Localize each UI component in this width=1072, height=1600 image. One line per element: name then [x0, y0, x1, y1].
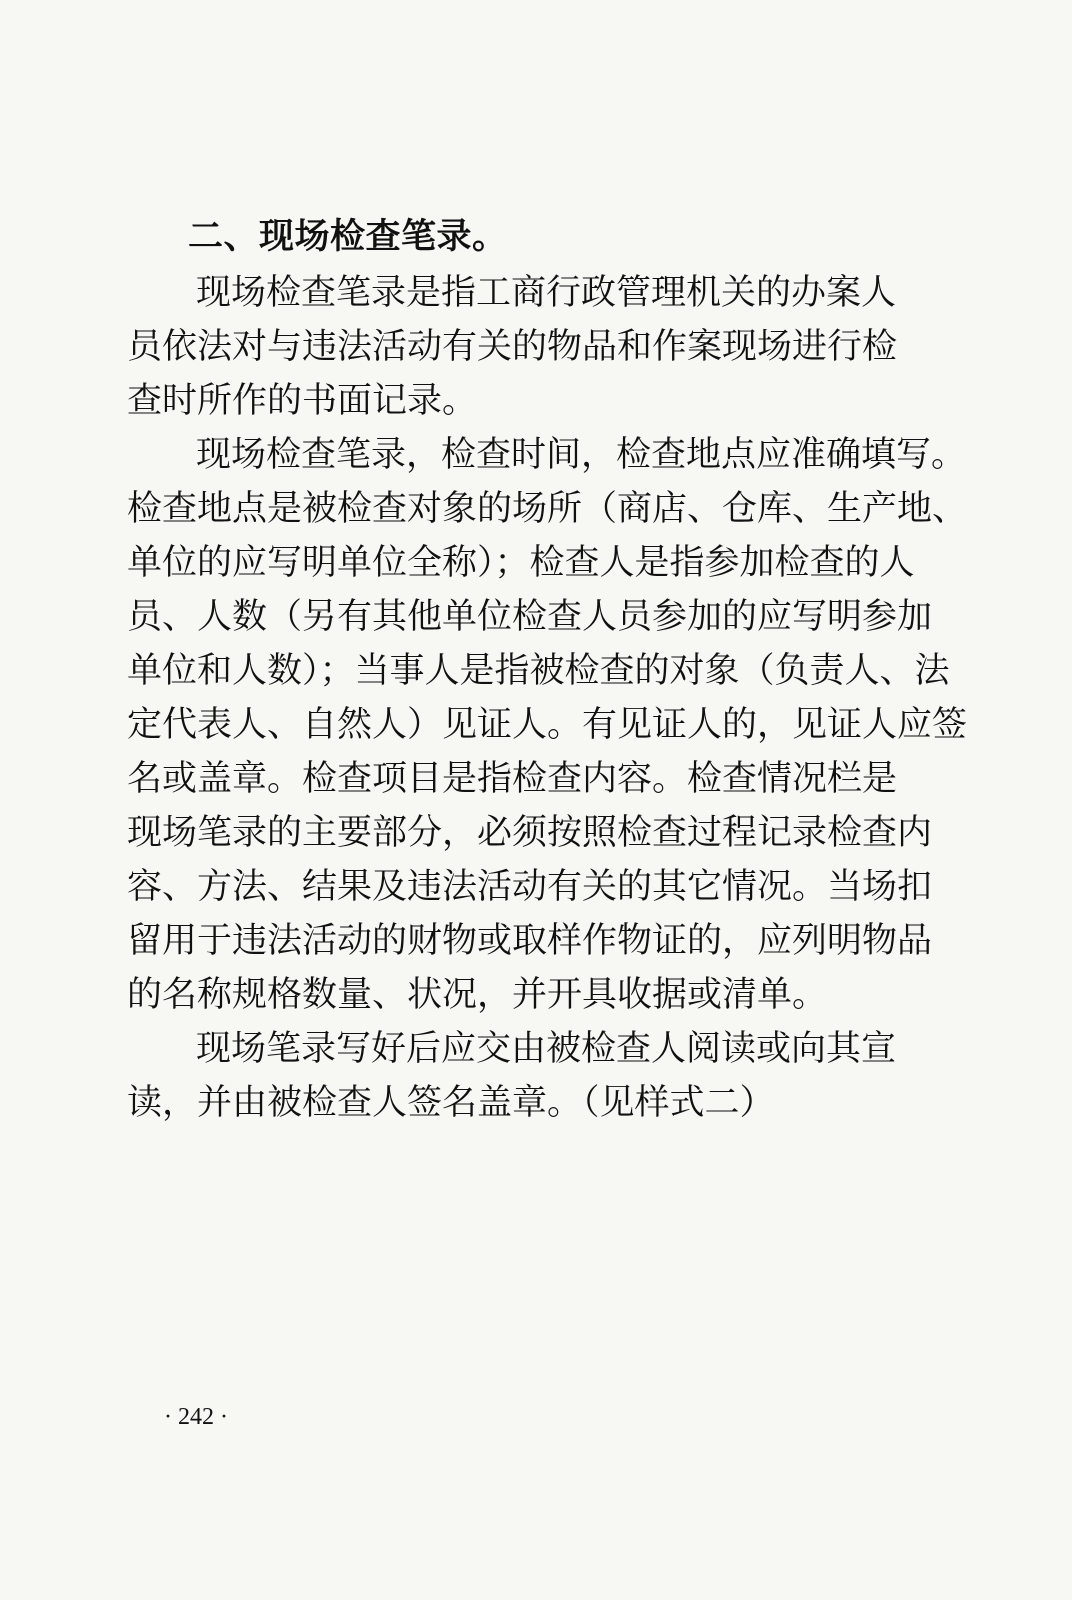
- paragraph-3-line-1: 现场笔录写好后应交由被检查人阅读或向其宣: [196, 1029, 897, 1069]
- page-number: · 242 ·: [164, 1404, 228, 1430]
- paragraph-1-line-3: 查时所作的书面记录。: [127, 381, 478, 421]
- paragraph-2-line-4: 员、人数（另有其他单位检查人员参加的应写明参加: [127, 597, 933, 637]
- paragraph-2-line-2: 检查地点是被检查对象的场所（商店、仓库、生产地、: [127, 489, 968, 529]
- paragraph-2-line-11: 的名称规格数量、状况，并开具收据或清单。: [127, 975, 828, 1015]
- paragraph-2-line-8: 现场笔录的主要部分，必须按照检查过程记录检查内: [127, 813, 933, 853]
- paragraph-2-line-3: 单位的应写明单位全称）；检查人是指参加检查的人: [127, 543, 915, 583]
- paragraph-2-line-9: 容、方法、结果及违法活动有关的其它情况。当场扣: [127, 867, 933, 907]
- paragraph-2-line-6: 定代表人、自然人）见证人。有见证人的，见证人应签: [127, 705, 968, 745]
- section-heading: 二、现场检查笔录。: [188, 216, 508, 257]
- paragraph-2-line-1: 现场检查笔录，检查时间，检查地点应准确填写。: [196, 435, 967, 475]
- paragraph-1-line-2: 员依法对与违法活动有关的物品和作案现场进行检: [127, 327, 898, 367]
- paragraph-1-line-1: 现场检查笔录是指工商行政管理机关的办案人: [196, 273, 897, 313]
- paragraph-2-line-7: 名或盖章。检查项目是指检查内容。检查情况栏是: [127, 759, 898, 799]
- paragraph-2-line-5: 单位和人数）；当事人是指被检查的对象（负责人、法: [127, 651, 950, 691]
- paragraph-2-line-10: 留用于违法活动的财物或取样作物证的，应列明物品: [127, 921, 933, 961]
- paragraph-3-line-2: 读，并由被检查人签名盖章。（见样式二）: [127, 1083, 775, 1123]
